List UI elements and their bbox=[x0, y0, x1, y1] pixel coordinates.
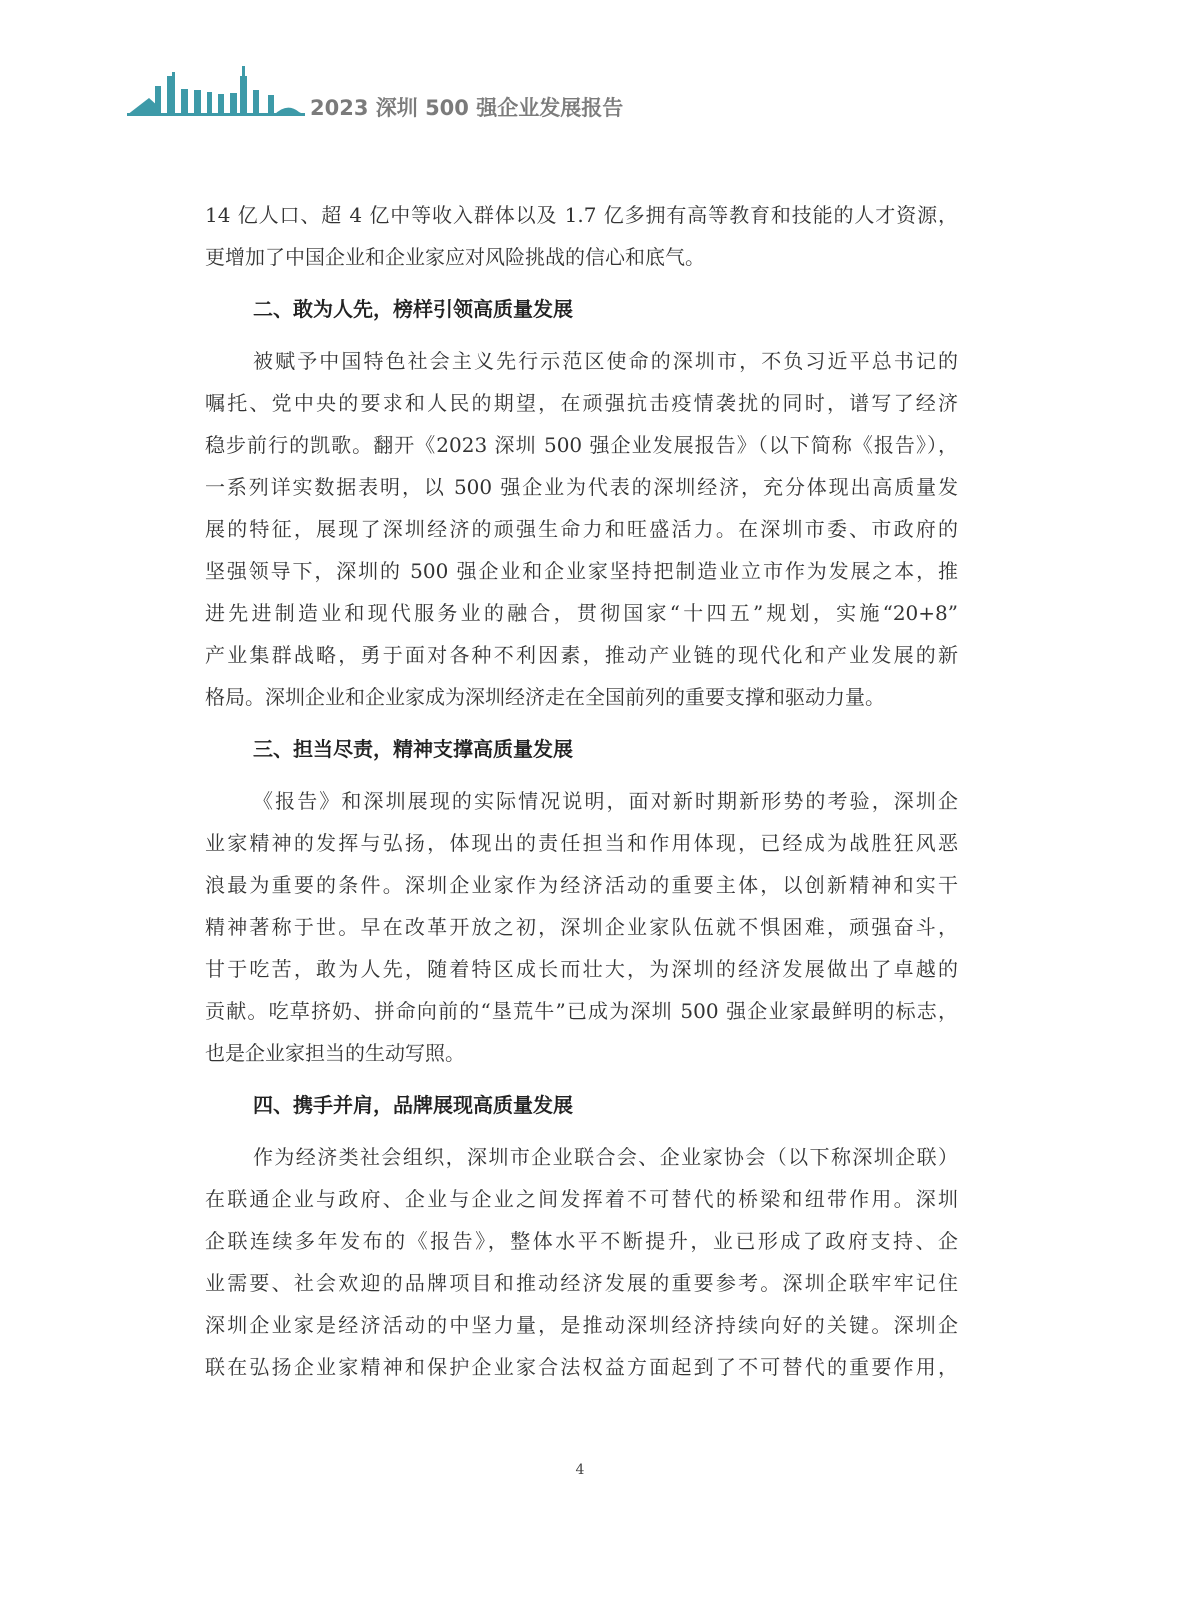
text-line: 也是企业家担当的生动写照。 bbox=[205, 1041, 465, 1065]
text-line: 坚强领导下，深圳的 500 强企业和企业家坚持把制造业立市作为发展之本，推 bbox=[205, 559, 958, 583]
text-line: 业家精神的发挥与弘扬，体现出的责任担当和作用体现，已经成为战胜狂风恶 bbox=[205, 831, 958, 855]
text-line: 甘于吃苦，敢为人先，随着特区成长而壮大，为深圳的经济发展做出了卓越的 bbox=[205, 957, 958, 981]
text-line: 进先进制造业和现代服务业的融合，贯彻国家“十四五”规划，实施“20+8” bbox=[205, 601, 958, 625]
text-line: 企联连续多年发布的《报告》，整体水平不断提升，业已形成了政府支持、企 bbox=[205, 1229, 958, 1253]
text-line: 14 亿人口、超 4 亿中等收入群体以及 1.7 亿多拥有高等教育和技能的人才资源， bbox=[205, 203, 958, 227]
text-line: 深圳企业家是经济活动的中坚力量，是推动深圳经济持续向好的关键。深圳企 bbox=[205, 1313, 958, 1337]
paragraph bbox=[205, 780, 958, 1074]
text-line: 业需要、社会欢迎的品牌项目和推动经济发展的重要参考。深圳企联牢牢记住 bbox=[205, 1271, 958, 1295]
text-line: 作为经济类社会组织，深圳市企业联合会、企业家协会（以下称深圳企联） bbox=[253, 1145, 958, 1169]
text-line: 格局。深圳企业和企业家成为深圳经济走在全国前列的重要支撑和驱动力量。 bbox=[205, 685, 885, 709]
section-heading: 四、携手并肩，品牌展现高质量发展 bbox=[253, 1093, 573, 1117]
page-header bbox=[127, 62, 687, 122]
paragraph bbox=[205, 340, 958, 718]
report-title: 2023 深圳 500 强企业发展报告 bbox=[310, 96, 624, 120]
text-line: 稳步前行的凯歌。翻开《2023 深圳 500 强企业发展报告》（以下简称《报告》）， bbox=[205, 433, 958, 457]
text-line: 产业集群战略，勇于面对各种不利因素，推动产业链的现代化和产业发展的新 bbox=[205, 643, 958, 667]
text-line: 在联通企业与政府、企业与企业之间发挥着不可替代的桥梁和纽带作用。深圳 bbox=[205, 1187, 958, 1211]
text-line: 被赋予中国特色社会主义先行示范区使命的深圳市，不负习近平总书记的 bbox=[253, 349, 958, 373]
text-line: 嘱托、党中央的要求和人民的期望，在顽强抗击疫情袭扰的同时，谱写了经济 bbox=[205, 391, 958, 415]
city-skyline-logo bbox=[127, 62, 305, 122]
document-body bbox=[205, 194, 958, 1398]
text-line: 展的特征，展现了深圳经济的顽强生命力和旺盛活力。在深圳市委、市政府的 bbox=[205, 517, 958, 541]
page-number: 4 bbox=[575, 1462, 585, 1478]
section-heading: 三、担当尽责，精神支撑高质量发展 bbox=[253, 737, 573, 761]
text-line: 一系列详实数据表明，以 500 强企业为代表的深圳经济，充分体现出高质量发 bbox=[205, 475, 958, 499]
paragraph bbox=[205, 194, 958, 278]
paragraph bbox=[205, 1136, 958, 1388]
text-line: 贡献。吃草挤奶、拼命向前的“垦荒牛”已成为深圳 500 强企业家最鲜明的标志， bbox=[205, 999, 958, 1023]
text-line: 更增加了中国企业和企业家应对风险挑战的信心和底气。 bbox=[205, 245, 705, 269]
text-line: 《报告》和深圳展现的实际情况说明，面对新时期新形势的考验，深圳企 bbox=[253, 789, 958, 813]
section-heading: 二、敢为人先，榜样引领高质量发展 bbox=[253, 297, 573, 321]
text-line: 精神著称于世。早在改革开放之初，深圳企业家队伍就不惧困难，顽强奋斗， bbox=[205, 915, 958, 939]
text-line: 联在弘扬企业家精神和保护企业家合法权益方面起到了不可替代的重要作用， bbox=[205, 1355, 958, 1379]
text-line: 浪最为重要的条件。深圳企业家作为经济活动的重要主体，以创新精神和实干 bbox=[205, 873, 958, 897]
